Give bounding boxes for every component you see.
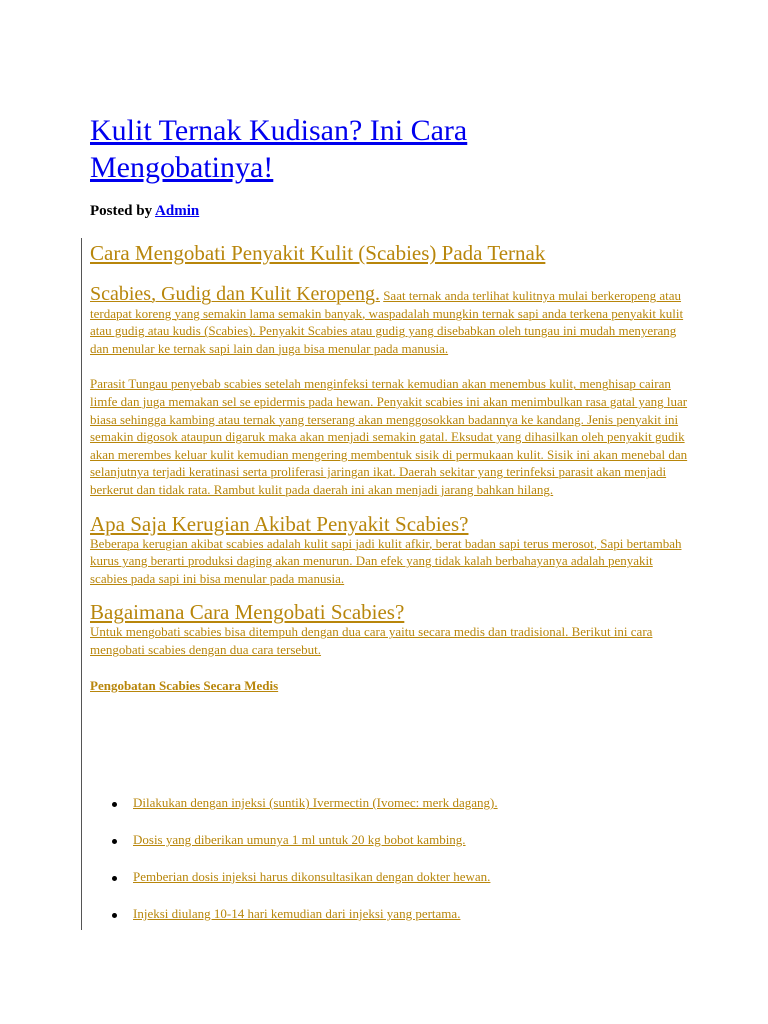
- lead-text[interactable]: Scabies, Gudig dan Kulit Keropeng.: [90, 283, 380, 305]
- paragraph-4-container: [90, 623, 690, 658]
- list-marker-line: [81, 795, 82, 809]
- subheading-medis[interactable]: Pengobatan Scabies Secara Medis: [90, 677, 279, 693]
- intro-paragraph: [90, 283, 690, 357]
- author-link[interactable]: Admin: [155, 203, 200, 219]
- list-marker-line: [81, 869, 82, 883]
- article-body: [90, 238, 690, 694]
- list-item-text[interactable]: Dosis yang diberikan umunya 1 ml untuk 20 kg bobot kambing.: [133, 832, 466, 847]
- list-item-text[interactable]: Dilakukan dengan injeksi (suntik) Ivermectin (Ivomec: merk dagang).: [133, 795, 498, 810]
- paragraph-4[interactable]: Untuk mengobati scabies bisa ditempuh dengan dua cara yaitu secara medis dan tradisional. Berikut ini cara mengobati scabies dengan dua cara tersebut.: [90, 624, 653, 657]
- list-marker-line: [81, 906, 82, 920]
- bullet-icon: [112, 876, 117, 881]
- paragraph-3-container: [90, 535, 690, 588]
- paragraph-3[interactable]: Beberapa kerugian akibat scabies adalah kulit sapi jadi kulit afkir, berat badan sapi terus merosot, Sapi bertambah kurus yang berarti produksi daging akan menurun. Dan efek yang tidak kalah berbahayanya adalah penyakit scabies pada sapi ini bisa menular pada manusia.: [90, 535, 682, 586]
- posted-by: [90, 203, 199, 220]
- subheading-container: [90, 677, 690, 695]
- bullet-icon: [112, 839, 117, 844]
- posted-by-label: Posted by: [90, 203, 153, 219]
- content-left-border: [81, 238, 82, 930]
- list-item: [112, 869, 490, 885]
- list-item: [112, 795, 498, 811]
- paragraph-2-container: [90, 375, 690, 498]
- paragraph-2[interactable]: Parasit Tungau penyebab scabies setelah menginfeksi ternak kemudian akan menembus kulit, menghisap cairan limfe dan juga memakan sel se epidermis pada hewan. Penyakit scabies ini akan menimbulkan rasa gatal yang luar biasa sehingga kambing atau ternak yang terserang akan menggosokkan badannya ke kandang. Jenis penyakit ini semakin digosok ataupun digaruk maka akan menjadi semakin gatal. Eksudat yang dihasilkan oleh penyakit gudik akan merembes keluar kulit kemudian mengering membentuk sisik di permukaan kulit. Sisik ini akan menebal dan selanjutnya terjadi keratinasi serta proliferasi jaringan ikat. Daerah sekitar yang terinfeksi parasit akan menjadi berkerut dan tidak rata. Rambut kulit pada daerah ini akan menjadi jarang bahkan hilang.: [90, 376, 688, 497]
- heading-cara-mengobati[interactable]: Cara Mengobati Penyakit Kulit (Scabies) Pada Ternak: [90, 241, 546, 265]
- heading-kerugian[interactable]: Apa Saja Kerugian Akibat Penyakit Scabies?: [90, 511, 469, 536]
- article-title[interactable]: Kulit Ternak Kudisan? Ini Cara Mengobatinya!: [90, 114, 468, 184]
- list-item-text[interactable]: Pemberian dosis injeksi harus dikonsultasikan dengan dokter hewan.: [133, 869, 491, 884]
- heading-cara-mengobati-scabies[interactable]: Bagaimana Cara Mengobati Scabies?: [90, 600, 405, 625]
- list-item: [112, 832, 466, 848]
- list-item: [112, 906, 460, 922]
- list-item-text[interactable]: Injeksi diulang 10-14 hari kemudian dari injeksi yang pertama.: [133, 906, 461, 921]
- bullet-icon: [112, 802, 117, 807]
- paragraph-1[interactable]: Saat ternak anda terlihat kulitnya mulai berkeropeng atau terdapat koreng yang semakin lama semakin banyak, waspadalah mungkin ternak sapi anda terkena penyakit kulit atau gudig atau kudis (Scabies). Penyakit Scabies atau gudig yang disebabkan oleh tungau ini mudah menyerang dan menular ke ternak sapi lain dan juga bisa menular pada manusia.: [90, 288, 684, 356]
- bullet-icon: [112, 913, 117, 918]
- list-marker-line: [81, 832, 82, 846]
